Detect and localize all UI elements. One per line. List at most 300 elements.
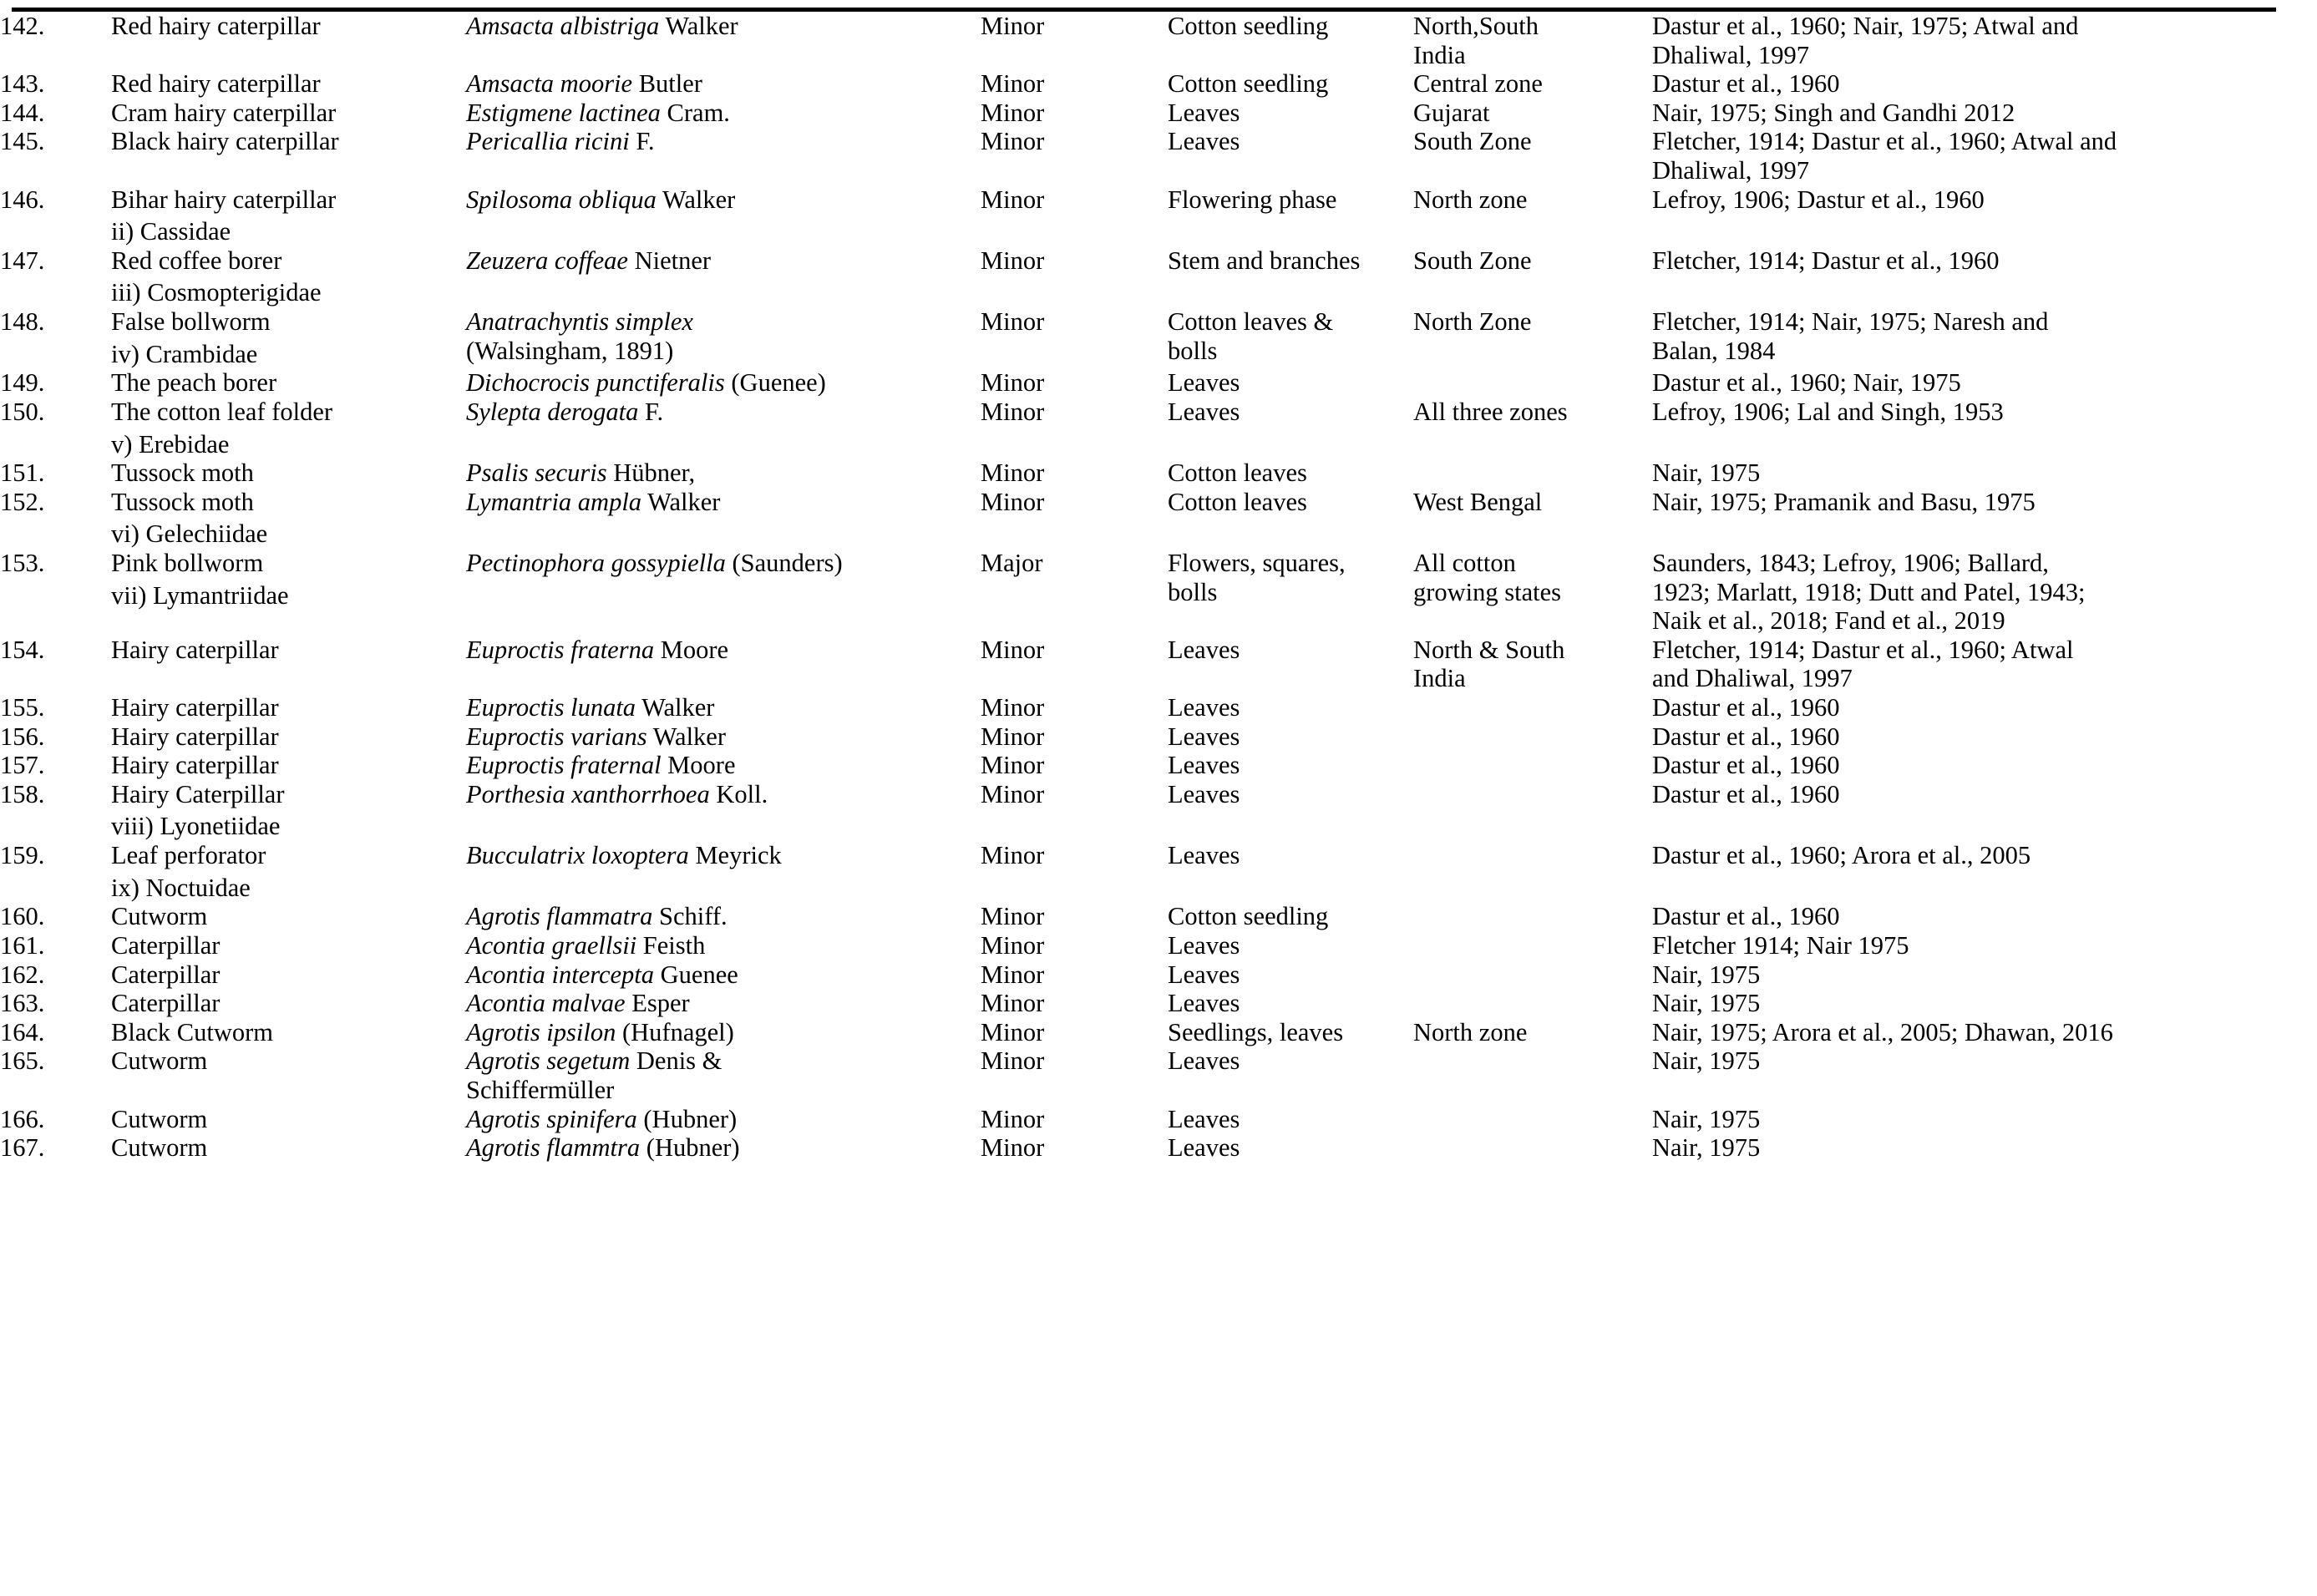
species-binomial: Amsacta albistriga: [466, 12, 660, 40]
species-binomial: Porthesia xanthorrhoea: [466, 779, 710, 808]
cell-scientific-name: [466, 751, 981, 780]
cell-zone: [1413, 722, 1652, 752]
cell-serial-number: 147.: [0, 246, 45, 275]
species-binomial: Agrotis ipsilon: [466, 1017, 616, 1046]
cell-line: Leaves: [1168, 635, 1240, 664]
common-name-text: Cram hairy caterpillar: [111, 98, 337, 127]
cell-serial-number: 161.: [0, 930, 45, 960]
cell-serial-number: 166.: [0, 1104, 45, 1133]
cell-pest-status: Minor: [981, 307, 1045, 337]
table-row: [0, 246, 2317, 307]
cell-line: All cotton: [1413, 548, 1516, 577]
species-authority: Esper: [631, 989, 690, 1018]
species-authority: (Saunders): [732, 548, 843, 577]
cell-line: Leaves: [1168, 127, 1240, 156]
family-subheading: vi) Gelechiidae: [111, 519, 268, 549]
cell-scientific-name: [466, 185, 981, 246]
cell-plant-part-damaged: [1168, 693, 1413, 722]
cell-common-name: [111, 751, 466, 780]
cell-zone: [1413, 1046, 1652, 1104]
cell-line: North zone: [1413, 185, 1528, 214]
cell-line: Saunders, 1843; Lefroy, 1906; Ballard,: [1652, 548, 2049, 577]
cell-zone: [1413, 1018, 1652, 1047]
cell-references: [1652, 549, 2317, 636]
cell-line: India: [1413, 40, 1466, 69]
table-row: [0, 185, 2317, 246]
cell-line: North Zone: [1413, 307, 1532, 337]
cell-line: Nair, 1975: [1652, 1133, 1761, 1163]
cell-line: Fletcher 1914; Nair 1975: [1652, 930, 1909, 960]
species-binomial: Euproctis varians: [466, 722, 647, 751]
cell-line: Dastur et al., 1960: [1652, 693, 1840, 722]
cell-serial-number: 148.: [0, 307, 45, 337]
table-row: [0, 398, 2317, 459]
cell-line: Cotton seedling: [1168, 902, 1329, 931]
cell-line: Leaves: [1168, 98, 1240, 127]
cell-scientific-name: [466, 307, 981, 368]
cell-common-name: [111, 931, 466, 960]
cell-line: Central zone: [1413, 69, 1543, 99]
common-name-text: Tussock moth: [111, 487, 254, 516]
species-binomial: Zeuzera coffeae: [466, 246, 628, 275]
cell-references: [1652, 693, 2317, 722]
cell-zone: [1413, 780, 1652, 841]
cell-pest-status: Minor: [981, 397, 1045, 426]
cell-line: 1923; Marlatt, 1918; Dutt and Patel, 1943;: [1652, 577, 2086, 606]
cell-line: Dastur et al., 1960; Nair, 1975: [1652, 368, 1961, 398]
species-binomial: Amsacta moorie: [466, 69, 633, 99]
cell-serial-number: 149.: [0, 368, 45, 398]
table-row: [0, 549, 2317, 636]
cell-line: Leaves: [1168, 1133, 1240, 1163]
species-authority: (Guenee): [731, 368, 826, 398]
cell-pest-status: Minor: [981, 1133, 1045, 1163]
cell-common-name: [111, 1133, 466, 1163]
table-row: [0, 99, 2317, 128]
cell-plant-part-damaged: [1168, 12, 1413, 69]
cell-common-name: [111, 185, 466, 246]
table-row: [0, 693, 2317, 722]
cell-line: Nair, 1975; Singh and Gandhi 2012: [1652, 98, 2015, 127]
cell-common-name: [111, 841, 466, 902]
cell-common-name: [111, 398, 466, 459]
table-body: [0, 12, 2317, 1163]
cell-line: Leaves: [1168, 960, 1240, 989]
cell-common-name: [111, 636, 466, 693]
species-authority: (Hubner): [646, 1133, 740, 1163]
species-binomial: Pectinophora gossypiella: [466, 548, 726, 577]
cell-scientific-name: [466, 841, 981, 902]
cell-zone: [1413, 751, 1652, 780]
cell-pest-status: Minor: [981, 98, 1045, 127]
cell-serial-number: 145.: [0, 127, 45, 156]
table-row: [0, 931, 2317, 960]
cell-pest-status: Minor: [981, 751, 1045, 780]
cell-plant-part-damaged: [1168, 1133, 1413, 1163]
cell-common-name: [111, 12, 466, 69]
cell-serial-number: 150.: [0, 397, 45, 426]
table-row: [0, 69, 2317, 99]
species-binomial: Euproctis fraternal: [466, 751, 662, 780]
cell-plant-part-damaged: [1168, 1046, 1413, 1104]
common-name-text: Caterpillar: [111, 960, 221, 989]
species-authority: Hübner,: [613, 459, 696, 488]
table-row: [0, 127, 2317, 185]
cell-line: Cotton seedling: [1168, 12, 1329, 40]
cell-serial-number: 160.: [0, 902, 45, 931]
common-name-text: Hairy caterpillar: [111, 722, 279, 751]
scientific-name-line: [466, 780, 972, 809]
cell-references: [1652, 246, 2317, 307]
common-name-text: Caterpillar: [111, 930, 221, 960]
species-binomial: Euproctis lunata: [466, 693, 636, 722]
cell-plant-part-damaged: [1168, 488, 1413, 549]
scientific-name-line: [466, 307, 972, 337]
scientific-name-line: [466, 127, 972, 156]
cell-references: [1652, 368, 2317, 398]
scientific-name-line: [466, 636, 972, 665]
cell-zone: [1413, 636, 1652, 693]
common-name-text: Hairy caterpillar: [111, 635, 279, 664]
cell-zone: [1413, 1105, 1652, 1134]
scientific-name-line: [466, 488, 972, 517]
cell-pest-status: Minor: [981, 989, 1045, 1018]
cell-common-name: [111, 960, 466, 990]
common-name-text: Pink bollworm: [111, 548, 264, 577]
cell-plant-part-damaged: [1168, 751, 1413, 780]
species-authority: Walker: [641, 693, 715, 722]
cell-line: Dhaliwal, 1997: [1652, 156, 1810, 185]
cell-pest-status: Minor: [981, 722, 1045, 751]
cell-references: [1652, 1133, 2317, 1163]
cell-serial-number: 156.: [0, 722, 45, 751]
cell-serial-number: 159.: [0, 841, 45, 870]
cell-zone: [1413, 1133, 1652, 1163]
cell-line: Leaves: [1168, 779, 1240, 808]
cell-references: [1652, 1046, 2317, 1104]
cell-line: and Dhaliwal, 1997: [1652, 664, 1853, 693]
cell-serial-number: 146.: [0, 185, 45, 214]
cell-common-name: [111, 902, 466, 931]
cell-scientific-name: [466, 960, 981, 990]
cell-zone: [1413, 69, 1652, 99]
cell-line: Dastur et al., 1960; Arora et al., 2005: [1652, 841, 2031, 870]
cell-zone: [1413, 693, 1652, 722]
cell-scientific-name: [466, 69, 981, 99]
species-binomial: Acontia malvae: [466, 989, 626, 1018]
cell-line: South Zone: [1413, 127, 1532, 156]
cell-common-name: [111, 69, 466, 99]
cell-common-name: [111, 246, 466, 307]
cell-references: [1652, 960, 2317, 990]
cell-line: Lefroy, 1906; Lal and Singh, 1953: [1652, 397, 2004, 426]
scientific-name-line: [466, 398, 972, 427]
species-authority: Walker: [662, 185, 736, 214]
cell-plant-part-damaged: [1168, 636, 1413, 693]
table-row: [0, 1018, 2317, 1047]
cell-serial-number: 165.: [0, 1046, 45, 1076]
cell-pest-status: Minor: [981, 1046, 1045, 1076]
table-row: [0, 12, 2317, 69]
cell-line: Nair, 1975: [1652, 989, 1761, 1018]
cell-pest-status: Minor: [981, 635, 1045, 664]
cell-scientific-name: [466, 99, 981, 128]
cell-common-name: [111, 1046, 466, 1104]
cell-line: Dhaliwal, 1997: [1652, 40, 1810, 69]
cell-line: Flowers, squares,: [1168, 548, 1346, 577]
scientific-name-line: [466, 693, 972, 722]
cell-zone: [1413, 398, 1652, 459]
scientific-name-line: [466, 99, 972, 128]
cell-plant-part-damaged: [1168, 185, 1413, 246]
table-row: [0, 368, 2317, 398]
cell-references: [1652, 780, 2317, 841]
family-subheading: vii) Lymantriidae: [111, 580, 289, 610]
cell-plant-part-damaged: [1168, 398, 1413, 459]
cell-pest-status: Minor: [981, 779, 1045, 808]
cell-pest-status: Minor: [981, 1104, 1045, 1133]
table-row: [0, 960, 2317, 990]
family-subheading: viii) Lyonetiidae: [111, 812, 281, 841]
cell-scientific-name: [466, 12, 981, 69]
cell-line: All three zones: [1413, 397, 1568, 426]
cell-zone: [1413, 99, 1652, 128]
cell-serial-number: 167.: [0, 1133, 45, 1163]
cell-zone: [1413, 459, 1652, 488]
table-row: [0, 459, 2317, 488]
species-binomial: Sylepta derogata: [466, 397, 639, 426]
cell-references: [1652, 185, 2317, 246]
cell-line: Nair, 1975: [1652, 1046, 1761, 1076]
table-row: [0, 307, 2317, 368]
cell-line: North,South: [1413, 12, 1539, 40]
cell-pest-status: Minor: [981, 459, 1045, 488]
cell-line: Dastur et al., 1960; Nair, 1975; Atwal and: [1652, 12, 2079, 40]
cell-serial-number: 153.: [0, 548, 45, 577]
cell-scientific-name: [466, 398, 981, 459]
scientific-name-line: [466, 1133, 972, 1163]
table-row: [0, 636, 2317, 693]
cell-pest-status: Minor: [981, 185, 1045, 214]
cell-serial-number: 143.: [0, 69, 45, 99]
cell-zone: [1413, 307, 1652, 368]
cell-scientific-name: [466, 488, 981, 549]
cell-scientific-name: [466, 246, 981, 307]
scientific-name-line: [466, 69, 972, 99]
cell-line: North & South: [1413, 635, 1565, 664]
species-authority: F.: [645, 397, 664, 426]
cell-common-name: [111, 1018, 466, 1047]
table-row: [0, 780, 2317, 841]
scientific-name-line-2: (Walsingham, 1891): [466, 336, 674, 365]
cell-pest-status: Minor: [981, 368, 1045, 398]
family-subheading: ix) Noctuidae: [111, 873, 251, 902]
cell-line: Fletcher, 1914; Dastur et al., 1960: [1652, 246, 2000, 275]
common-name-text: Bihar hairy caterpillar: [111, 185, 337, 214]
cell-zone: [1413, 931, 1652, 960]
cell-line: South Zone: [1413, 246, 1532, 275]
cell-zone: [1413, 841, 1652, 902]
cell-common-name: [111, 127, 466, 185]
cell-plant-part-damaged: [1168, 549, 1413, 636]
cell-scientific-name: [466, 780, 981, 841]
cell-line: Nair, 1975: [1652, 459, 1761, 488]
cell-scientific-name: [466, 931, 981, 960]
cell-references: [1652, 1018, 2317, 1047]
species-authority: Denis &: [636, 1046, 722, 1076]
cell-plant-part-damaged: [1168, 368, 1413, 398]
cell-references: [1652, 989, 2317, 1018]
cell-line: Dastur et al., 1960: [1652, 902, 1840, 931]
cell-references: [1652, 841, 2317, 902]
cell-line: Naik et al., 2018; Fand et al., 2019: [1652, 606, 2005, 636]
cell-plant-part-damaged: [1168, 722, 1413, 752]
cell-zone: [1413, 368, 1652, 398]
cell-line: Leaves: [1168, 1104, 1240, 1133]
species-authority: Walker: [665, 12, 738, 40]
cell-line: Leaves: [1168, 751, 1240, 780]
species-binomial: Euproctis fraterna: [466, 635, 655, 664]
table-row: [0, 488, 2317, 549]
cell-line: Cotton leaves: [1168, 459, 1307, 488]
common-name-text: Tussock moth: [111, 459, 254, 488]
cell-line: Nair, 1975; Pramanik and Basu, 1975: [1652, 487, 2036, 516]
species-binomial: Agrotis flammtra: [466, 1133, 641, 1163]
table-row: [0, 1133, 2317, 1163]
species-binomial: Acontia graellsii: [466, 930, 637, 960]
table-row: [0, 1105, 2317, 1134]
family-subheading: iii) Cosmopterigidae: [111, 278, 322, 307]
common-name-text: Hairy caterpillar: [111, 751, 279, 780]
cell-line: Seedlings, leaves: [1168, 1017, 1344, 1046]
species-authority: Nietner: [634, 246, 712, 275]
cell-scientific-name: [466, 636, 981, 693]
cell-plant-part-damaged: [1168, 989, 1413, 1018]
cell-zone: [1413, 960, 1652, 990]
cell-references: [1652, 459, 2317, 488]
cell-plant-part-damaged: [1168, 307, 1413, 368]
cell-serial-number: 152.: [0, 487, 45, 516]
common-name-text: Leaf perforator: [111, 841, 266, 870]
common-name-text: Red coffee borer: [111, 246, 282, 275]
cell-line: Dastur et al., 1960: [1652, 69, 1840, 99]
cell-zone: [1413, 989, 1652, 1018]
cell-line: Dastur et al., 1960: [1652, 779, 1840, 808]
species-binomial: Agrotis segetum: [466, 1046, 631, 1076]
cell-references: [1652, 69, 2317, 99]
cell-line: Lefroy, 1906; Dastur et al., 1960: [1652, 185, 1985, 214]
cell-line: bolls: [1168, 336, 1218, 365]
cell-line: Fletcher, 1914; Dastur et al., 1960; Atwal and: [1652, 127, 2117, 156]
family-subheading: v) Erebidae: [111, 429, 230, 459]
cell-references: [1652, 398, 2317, 459]
cell-references: [1652, 99, 2317, 128]
common-name-text: Caterpillar: [111, 989, 221, 1018]
cell-line: Leaves: [1168, 693, 1240, 722]
family-subheading: ii) Cassidae: [111, 217, 231, 246]
cell-common-name: [111, 722, 466, 752]
species-authority: Guenee: [660, 960, 738, 989]
common-name-text: Black Cutworm: [111, 1017, 273, 1046]
species-authority: (Hufnagel): [621, 1017, 734, 1046]
cell-line: Nair, 1975: [1652, 960, 1761, 989]
species-binomial: Agrotis flammatra: [466, 902, 653, 931]
cell-references: [1652, 127, 2317, 185]
scientific-name-line: [466, 931, 972, 960]
cell-line: West Bengal: [1413, 487, 1543, 516]
cell-common-name: [111, 368, 466, 398]
cell-line: Leaves: [1168, 397, 1240, 426]
scientific-name-line: [466, 841, 972, 870]
cell-common-name: [111, 459, 466, 488]
species-authority: (Hubner): [643, 1104, 738, 1133]
cell-line: Leaves: [1168, 368, 1240, 398]
cell-zone: [1413, 246, 1652, 307]
cell-line: Dastur et al., 1960: [1652, 722, 1840, 751]
cell-plant-part-damaged: [1168, 841, 1413, 902]
cell-common-name: [111, 99, 466, 128]
species-authority: Walker: [647, 487, 721, 516]
cell-scientific-name: [466, 127, 981, 185]
cell-plant-part-damaged: [1168, 960, 1413, 990]
species-authority: Moore: [667, 751, 736, 780]
species-binomial: Lymantria ampla: [466, 487, 642, 516]
cell-zone: [1413, 902, 1652, 931]
species-authority: Cram.: [667, 98, 730, 127]
cell-line: Leaves: [1168, 930, 1240, 960]
common-name-text: Cutworm: [111, 1133, 208, 1163]
cell-line: Dastur et al., 1960: [1652, 751, 1840, 780]
cell-scientific-name: [466, 989, 981, 1018]
cell-common-name: [111, 549, 466, 636]
cell-line: Nair, 1975: [1652, 1104, 1761, 1133]
scientific-name-line: [466, 1018, 972, 1047]
cell-pest-status: Minor: [981, 246, 1045, 275]
species-binomial: Pericallia ricini: [466, 127, 630, 156]
species-authority: Walker: [652, 722, 726, 751]
common-name-text: Cutworm: [111, 1104, 208, 1133]
cell-zone: [1413, 127, 1652, 185]
species-binomial: Estigmene lactinea: [466, 98, 661, 127]
species-authority: Moore: [660, 635, 729, 664]
cell-common-name: [111, 488, 466, 549]
cell-references: [1652, 636, 2317, 693]
species-authority: Feisth: [642, 930, 706, 960]
common-name-text: Hairy caterpillar: [111, 693, 279, 722]
cell-plant-part-damaged: [1168, 1105, 1413, 1134]
cell-line: Cotton leaves: [1168, 487, 1307, 516]
cell-serial-number: 144.: [0, 98, 45, 127]
cell-serial-number: 164.: [0, 1017, 45, 1046]
cell-line: Flowering phase: [1168, 185, 1337, 214]
cell-scientific-name: [466, 722, 981, 752]
species-binomial: Psalis securis: [466, 459, 607, 488]
cell-pest-status: Minor: [981, 127, 1045, 156]
cell-serial-number: 151.: [0, 459, 45, 488]
cell-references: [1652, 931, 2317, 960]
scientific-name-line: [466, 751, 972, 780]
scientific-name-line: [466, 1046, 972, 1076]
cell-references: [1652, 12, 2317, 69]
cell-line: Nair, 1975; Arora et al., 2005; Dhawan, 2016: [1652, 1017, 2113, 1046]
scientific-name-line: [466, 12, 972, 41]
cell-line: Stem and branches: [1168, 246, 1361, 275]
table-row: [0, 751, 2317, 780]
cell-common-name: [111, 693, 466, 722]
species-authority: F.: [636, 127, 655, 156]
cell-plant-part-damaged: [1168, 902, 1413, 931]
cell-scientific-name: [466, 693, 981, 722]
